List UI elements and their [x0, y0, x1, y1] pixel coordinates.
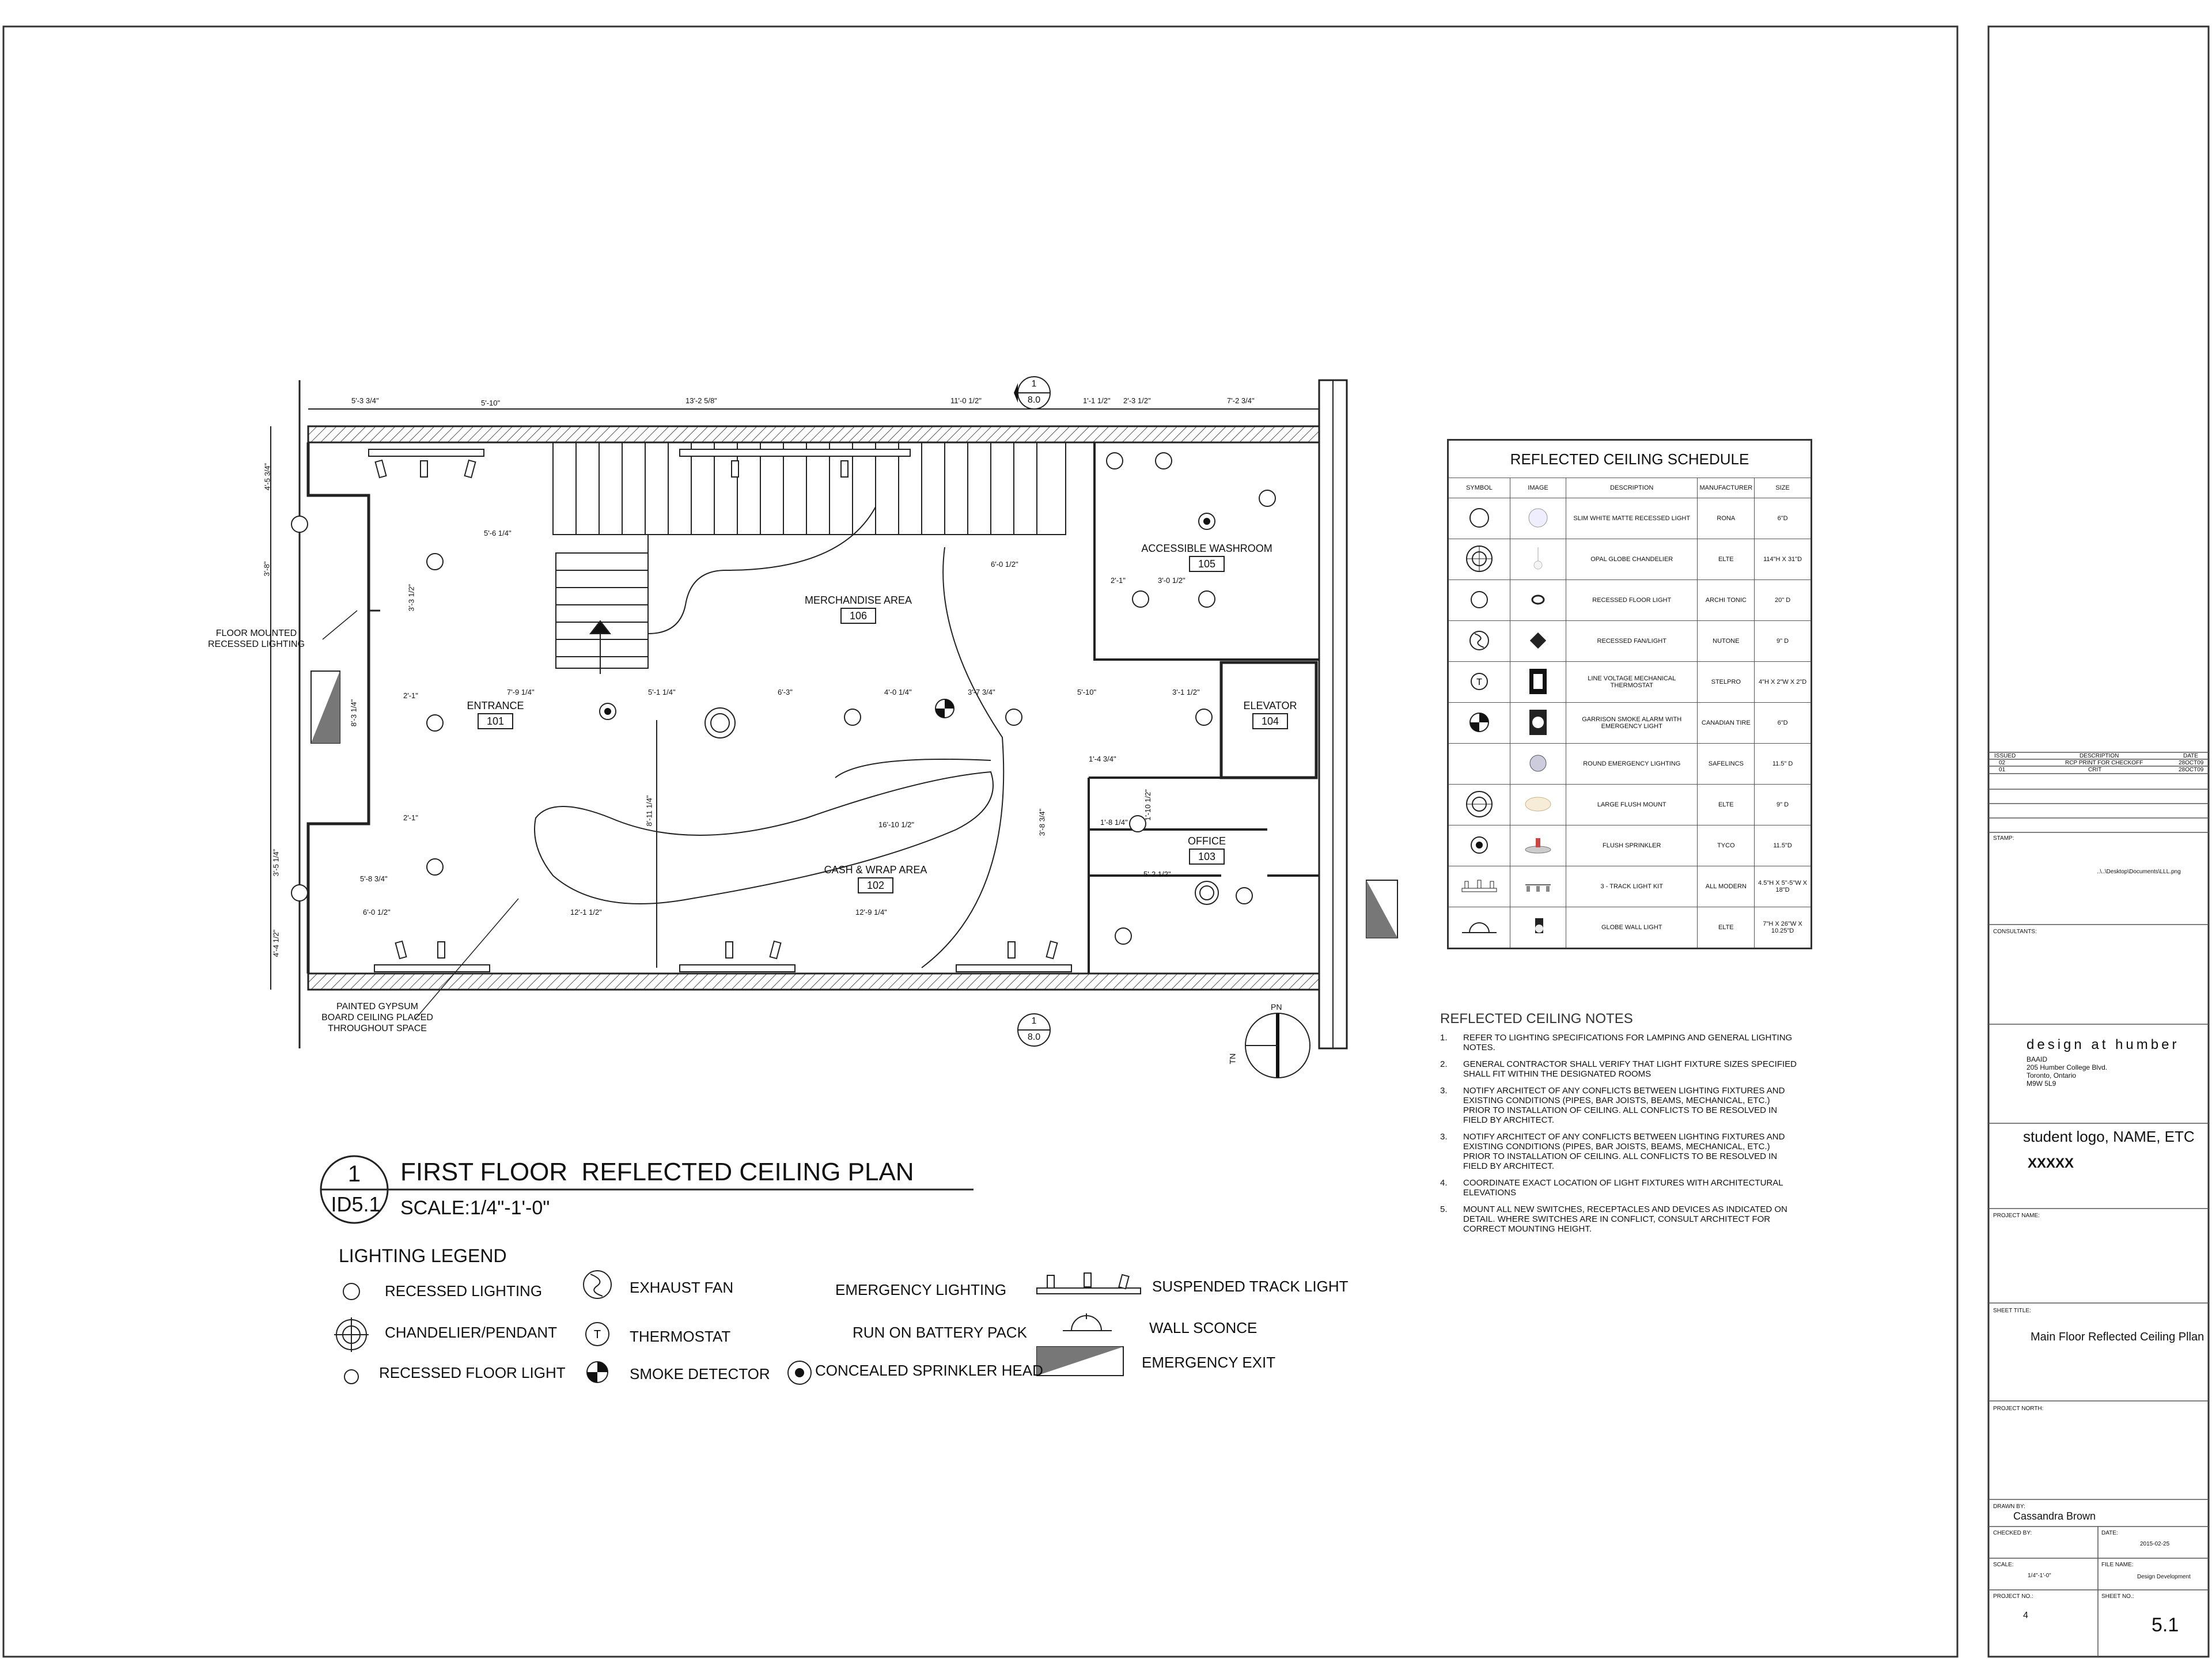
schedule-size: 11.5"D [1755, 825, 1812, 866]
project-name-label: PROJECT NAME: [1993, 1213, 2040, 1219]
legend-label: SUSPENDED TRACK LIGHT [1152, 1278, 1349, 1295]
legend-label: CHANDELIER/PENDANT [385, 1324, 558, 1341]
date-label: DATE: [2101, 1530, 2118, 1536]
schedule-manufacturer: ALL MODERN [1698, 866, 1755, 907]
section-marker-number-bottom: 1 [1031, 1016, 1037, 1026]
dim-top-3: 11'-0 1/2" [950, 396, 982, 405]
room-name: CASH & WRAP AREA [824, 864, 927, 876]
drawn-by: Cassandra Brown [2013, 1510, 2096, 1522]
dim-int-8: 2'-1" [403, 691, 418, 700]
dim-left-3: 8'-3 1/4" [349, 699, 358, 727]
note-number: 1. [1440, 1033, 1448, 1043]
schedule-description: GLOBE WALL LIGHT [1566, 907, 1698, 949]
table-row [1448, 907, 1812, 949]
smoke-detector-icon [587, 1362, 608, 1382]
schedule-header: MANUFACTURER [1698, 478, 1755, 498]
student-id: XXXXX [2028, 1156, 2074, 1171]
issue-no: 01 [1999, 767, 2006, 773]
schedule-description: LINE VOLTAGE MECHANICAL THERMOSTAT [1566, 662, 1698, 703]
file-name-value: Design Development [2137, 1574, 2191, 1580]
legend-label: CONCEALED SPRINKLER HEAD [815, 1362, 1043, 1379]
room-number: 101 [478, 713, 513, 729]
firm-line: 205 Humber College Blvd. [2027, 1063, 2108, 1071]
chandelier-icon [334, 1317, 369, 1352]
note-item [1440, 1059, 1797, 1086]
dim-int-23: 1'-10 1/2" [1143, 789, 1152, 821]
schedule-size: 114"H X 31"D [1755, 539, 1812, 580]
room-name: ACCESSIBLE WASHROOM [1141, 543, 1272, 554]
track-light-icon [1459, 874, 1499, 897]
table-row [1448, 498, 1812, 539]
note-item [1440, 1205, 1797, 1241]
dim-int-6: 5'-10" [1077, 688, 1097, 696]
chandelier-icon [1465, 544, 1494, 573]
dim-int-18: 3'-0 1/2" [1158, 576, 1185, 585]
drawing-title: FIRST FLOOR REFLECTED CEILING PLAN [400, 1158, 914, 1186]
schedule-size: 20" D [1755, 580, 1812, 621]
dim-int-11: 6'-0 1/2" [363, 908, 391, 916]
table-row [1448, 662, 1812, 703]
table-row [1448, 825, 1812, 866]
smoke-alarm-image [1524, 708, 1552, 737]
dim-int-15: 8'-11 1/4" [645, 795, 654, 827]
note-number: 2. [1440, 1059, 1448, 1069]
north-label-pn: PN [1271, 1002, 1282, 1012]
room-number: 105 [1189, 556, 1225, 572]
legend-label: SMOKE DETECTOR [630, 1365, 770, 1382]
track-light-icon [1037, 1273, 1141, 1294]
schedule-size: 9" D [1755, 785, 1812, 825]
schedule-size: 11.5" D [1755, 744, 1812, 785]
issue-desc: CRIT [2088, 767, 2102, 773]
issue-desc: RCP PRINT FOR CHECKOFF [2065, 760, 2143, 766]
flush-mount-image [1521, 793, 1555, 816]
dim-top-0: 5'-3 3/4" [351, 396, 379, 405]
schedule-manufacturer: STELPRO [1698, 662, 1755, 703]
dim-int-10: 5'-8 3/4" [360, 874, 388, 883]
note-text: COORDINATE EXACT LOCATION OF LIGHT FIXTURES WITH ARCHITECTURAL ELEVATIONS [1463, 1178, 1783, 1198]
dim-int-16: 6'-0 1/2" [991, 560, 1018, 569]
circle-icon [343, 1283, 359, 1300]
schedule-manufacturer: NUTONE [1698, 621, 1755, 662]
legend-label: EMERGENCY EXIT [1142, 1354, 1276, 1371]
student-label: student logo, NAME, ETC [2023, 1128, 2195, 1145]
schedule-description: RECESSED FLOOR LIGHT [1566, 580, 1698, 621]
dim-int-5: 3'-7 3/4" [968, 688, 995, 696]
room-number: 102 [858, 877, 893, 893]
wall-sconce-icon [1459, 915, 1499, 938]
section-marker-sheet: 8.0 [1027, 395, 1041, 405]
sheet-title: Main Floor Reflected Ceiling Pllan [2031, 1331, 2205, 1343]
issue-header: ISSUED [1994, 753, 2016, 759]
dim-left-5: 4'-4 1/2" [271, 929, 281, 957]
ceiling-notes [1440, 1011, 1797, 1241]
globe-wall-image [1524, 912, 1552, 941]
thermostat-icon [586, 1323, 609, 1346]
north-arrow-icon [1245, 1013, 1310, 1078]
sprinkler-icon [1468, 834, 1491, 857]
schedule-description: RECESSED FAN/LIGHT [1566, 621, 1698, 662]
dim-int-4: 4'-0 1/4" [884, 688, 912, 696]
stamp-file: ..\..\Desktop\Documents\LLL.png [2097, 869, 2181, 875]
note-number: 5. [1440, 1205, 1448, 1214]
note-number: 3. [1440, 1086, 1448, 1096]
ceiling-schedule [1447, 439, 1812, 949]
note-item [1440, 1086, 1797, 1132]
dim-int-2: 5'-1 1/4" [648, 688, 676, 696]
schedule-manufacturer: ELTE [1698, 539, 1755, 580]
schedule-description: 3 - TRACK LIGHT KIT [1566, 866, 1698, 907]
table-row [1448, 866, 1812, 907]
schedule-size: 7"H X 26"W X 10.25"D [1755, 907, 1812, 949]
note-number: 4. [1440, 1178, 1448, 1188]
consultants-label: CONSULTANTS: [1993, 929, 2037, 935]
schedule-manufacturer: ELTE [1698, 907, 1755, 949]
dim-top-6: 7'-2 3/4" [1227, 396, 1255, 405]
note-text: NOTIFY ARCHITECT OF ANY CONFLICTS BETWEEN LIGHTING FIXTURES AND EXISTING CONDITIONS (PIPES, BAR JOISTS, BEAMS, MECHANICAL, ETC.) PRIOR TO INSTALLATION OF CEILING. ALL CONFLICTS TO BE RESOLVED IN FIELD BY ARCHITECT. [1463, 1132, 1785, 1171]
issue-header: DESCRIPTION [2080, 753, 2119, 759]
room-elevator [1227, 700, 1313, 728]
room-washroom [1129, 543, 1285, 570]
note-number: 3. [1440, 1132, 1448, 1142]
note-text: GENERAL CONTRACTOR SHALL VERIFY THAT LIGHT FIXTURE SIZES SPECIFIED SHALL FIT WITHIN THE DESIGNATED ROOMS [1463, 1059, 1797, 1079]
section-marker-number: 1 [1031, 379, 1037, 389]
floor-light-image [1524, 588, 1552, 611]
sprinkler-image [1521, 834, 1555, 857]
wall-sconce-icon [1063, 1313, 1112, 1331]
dim-int-12: 12'-1 1/2" [570, 908, 602, 916]
dim-int-3: 6'-3" [778, 688, 793, 696]
emergency-light-image [1524, 752, 1552, 775]
chandelier-icon [1465, 790, 1494, 819]
schedule-header: DESCRIPTION [1566, 478, 1698, 498]
schedule-size: 6"D [1755, 498, 1812, 539]
legend-label: RECESSED FLOOR LIGHT [379, 1364, 566, 1381]
emergency-exit-icon [1037, 1347, 1123, 1376]
schedule-description: OPAL GLOBE CHANDELIER [1566, 539, 1698, 580]
dim-int-7: 3'-1 1/2" [1172, 688, 1200, 696]
issue-no: 02 [1999, 760, 2006, 766]
notes-title: REFLECTED CEILING NOTES [1440, 1011, 1633, 1027]
schedule-title: REFLECTED CEILING SCHEDULE [1448, 440, 1812, 478]
dim-top-5: 2'-3 1/2" [1123, 396, 1151, 405]
small-circle-icon [1468, 588, 1491, 611]
legend-label: WALL SCONCE [1149, 1319, 1257, 1336]
dim-int-1: 7'-9 1/4" [507, 688, 535, 696]
drawing-number: 1 [347, 1161, 361, 1187]
table-row [1448, 785, 1812, 825]
checked-by-label: CHECKED BY: [1993, 1530, 2032, 1536]
dim-int-21: 1'-4 3/4" [1089, 755, 1116, 763]
firm-line: M9W 5L9 [2027, 1080, 2056, 1088]
note-item [1440, 1178, 1797, 1205]
firm-address [2027, 1055, 2107, 1088]
room-number: 106 [840, 608, 876, 624]
dim-left-0: 4'-5 3/4" [263, 463, 272, 491]
table-row [1448, 744, 1812, 785]
thermostat-icon [1468, 670, 1491, 693]
project-north-label: PROJECT NORTH: [1993, 1406, 2044, 1412]
table-row [1448, 539, 1812, 580]
schedule-header: IMAGE [1510, 478, 1566, 498]
dim-top-4: 1'-1 1/2" [1083, 396, 1111, 405]
chandelier-image [1524, 544, 1552, 573]
project-no-label: PROJECT NO.: [1993, 1593, 2033, 1600]
schedule-description: SLIM WHITE MATTE RECESSED LIGHT [1566, 498, 1698, 539]
note-text: MOUNT ALL NEW SWITCHES, RECEPTACLES AND DEVICES AS INDICATED ON DETAIL. WHERE SWITCHES ARE IN CONFLICT, CONSULT ARCHITECT FOR CORRECT MOUNTING HEIGHT. [1463, 1205, 1787, 1234]
svg-text:T: T [1476, 677, 1482, 687]
dim-left-2: 3'-3 1/2" [407, 584, 416, 612]
legend-symbols [0, 0, 1152, 1411]
sheet-number: 5.1 [2152, 1614, 2179, 1636]
legend-label: RUN ON BATTERY PACK [853, 1324, 1027, 1341]
dim-int-20: 5'-2 1/2" [1143, 870, 1171, 878]
exhaust-fan-icon [1468, 629, 1491, 652]
dim-left-1: 3'-8" [262, 561, 271, 577]
legend-label: EXHAUST FAN [630, 1279, 734, 1296]
date-value: 2015-02-25 [2140, 1541, 2170, 1547]
room-name: ELEVATOR [1243, 700, 1297, 711]
schedule-manufacturer: ELTE [1698, 785, 1755, 825]
room-number: 104 [1252, 713, 1288, 729]
dim-int-0: 5'-6 1/4" [484, 529, 512, 537]
issue-date: 28OCT09 [2179, 767, 2204, 773]
dim-top-2: 13'-2 5/8" [685, 396, 717, 405]
note-item [1440, 1132, 1797, 1178]
dim-int-13: 12'-9 1/4" [855, 908, 887, 916]
sprinkler-icon [788, 1361, 811, 1384]
callout-gypsum: PAINTED GYPSUM BOARD CEILING PLACED THROUGHOUT SPACE [321, 1002, 433, 1033]
project-no: 4 [2023, 1611, 2028, 1620]
sheet-title-label: SHEET TITLE: [1993, 1308, 2031, 1314]
drawn-by-label: DRAWN BY: [1993, 1503, 2025, 1510]
schedule-header: SIZE [1755, 478, 1812, 498]
recessed-light-image [1524, 506, 1552, 529]
room-office [1169, 835, 1244, 863]
small-circle-icon [344, 1370, 358, 1384]
schedule-manufacturer: TYCO [1698, 825, 1755, 866]
schedule-header: SYMBOL [1448, 478, 1510, 498]
smoke-detector-icon [1468, 711, 1491, 734]
sheet-no-label: SHEET NO.: [2101, 1593, 2134, 1600]
schedule-manufacturer: RONA [1698, 498, 1755, 539]
legend-label: EMERGENCY LIGHTING [835, 1281, 1007, 1298]
legend-label: THERMOSTAT [630, 1328, 731, 1345]
note-item [1440, 1033, 1797, 1059]
issue-date: 28OCT09 [2179, 760, 2204, 766]
table-row [1448, 621, 1812, 662]
room-name: ENTRANCE [467, 700, 524, 711]
dim-int-19: 3'-8 3/4" [1037, 808, 1047, 836]
schedule-description: ROUND EMERGENCY LIGHTING [1566, 744, 1698, 785]
schedule-size: 4.5"H X 5"-5"W X 18"D [1755, 866, 1812, 907]
section-marker-sheet-bottom: 8.0 [1027, 1032, 1041, 1042]
firm-line: Toronto, Ontario [2027, 1071, 2077, 1080]
dim-int-17: 2'-1" [1111, 576, 1126, 585]
room-name: OFFICE [1188, 835, 1226, 847]
schedule-description: GARRISON SMOKE ALARM WITH EMERGENCY LIGHT [1566, 703, 1698, 744]
schedule-size: 9" D [1755, 621, 1812, 662]
stamp-label: STAMP: [1993, 835, 2014, 842]
schedule-description: LARGE FLUSH MOUNT [1566, 785, 1698, 825]
room-name: MERCHANDISE AREA [804, 594, 912, 606]
legend-label: RECESSED LIGHTING [385, 1282, 543, 1300]
schedule-manufacturer: ARCHI TONIC [1698, 580, 1755, 621]
dim-int-22: 1'-8 1/4" [1100, 818, 1128, 827]
firm-name: design at humber [2027, 1037, 2180, 1052]
dim-top-1: 5'-10" [481, 399, 501, 407]
note-text: NOTIFY ARCHITECT OF ANY CONFLICTS BETWEEN LIGHTING FIXTURES AND EXISTING CONDITIONS (PIPES, BAR JOISTS, BEAMS, MECHANICAL, ETC.) PRIOR TO INSTALLATION OF CEILING. ALL CONFLICTS TO BE RESOLVED IN FIELD BY ARCHITECT. [1463, 1086, 1785, 1125]
exhaust-fan-icon [584, 1271, 611, 1298]
drawing-scale: SCALE:1/4"-1'-0" [400, 1197, 550, 1219]
schedule-manufacturer: SAFELINCS [1698, 744, 1755, 785]
schedule-manufacturer: CANADIAN TIRE [1698, 703, 1755, 744]
room-number: 103 [1189, 849, 1225, 865]
callout-floor-lighting: FLOOR MOUNTED RECESSED LIGHTING [207, 628, 305, 649]
track-kit-image [1521, 874, 1555, 897]
drawing-sheet-ref: ID5.1 [331, 1192, 381, 1216]
scale-label: SCALE: [1993, 1562, 2014, 1568]
thermostat-image [1524, 667, 1552, 696]
schedule-size: 6"D [1755, 703, 1812, 744]
file-name-label: FILE NAME: [2101, 1562, 2134, 1568]
issue-header: DATE [2183, 753, 2198, 759]
north-label-tn: TN [1228, 1053, 1237, 1065]
dim-left-4: 3'-5 1/4" [271, 849, 281, 877]
scale-value: 1/4"-1'-0" [2028, 1573, 2051, 1579]
fan-image [1524, 629, 1552, 652]
dim-int-14: 16'-10 1/2" [878, 820, 915, 829]
firm-line: BAAID [2027, 1055, 2048, 1063]
dim-int-9: 2'-1" [403, 813, 418, 822]
legend-heading: LIGHTING LEGEND [339, 1245, 507, 1266]
svg-text:T: T [593, 1328, 601, 1341]
note-text: REFER TO LIGHTING SPECIFICATIONS FOR LAMPING AND GENERAL LIGHTING NOTES. [1463, 1033, 1793, 1052]
schedule-description: FLUSH SPRINKLER [1566, 825, 1698, 866]
table-row [1448, 580, 1812, 621]
schedule-size: 4"H X 2"W X 2"D [1755, 662, 1812, 703]
table-row [1448, 703, 1812, 744]
circle-icon [1468, 506, 1491, 529]
